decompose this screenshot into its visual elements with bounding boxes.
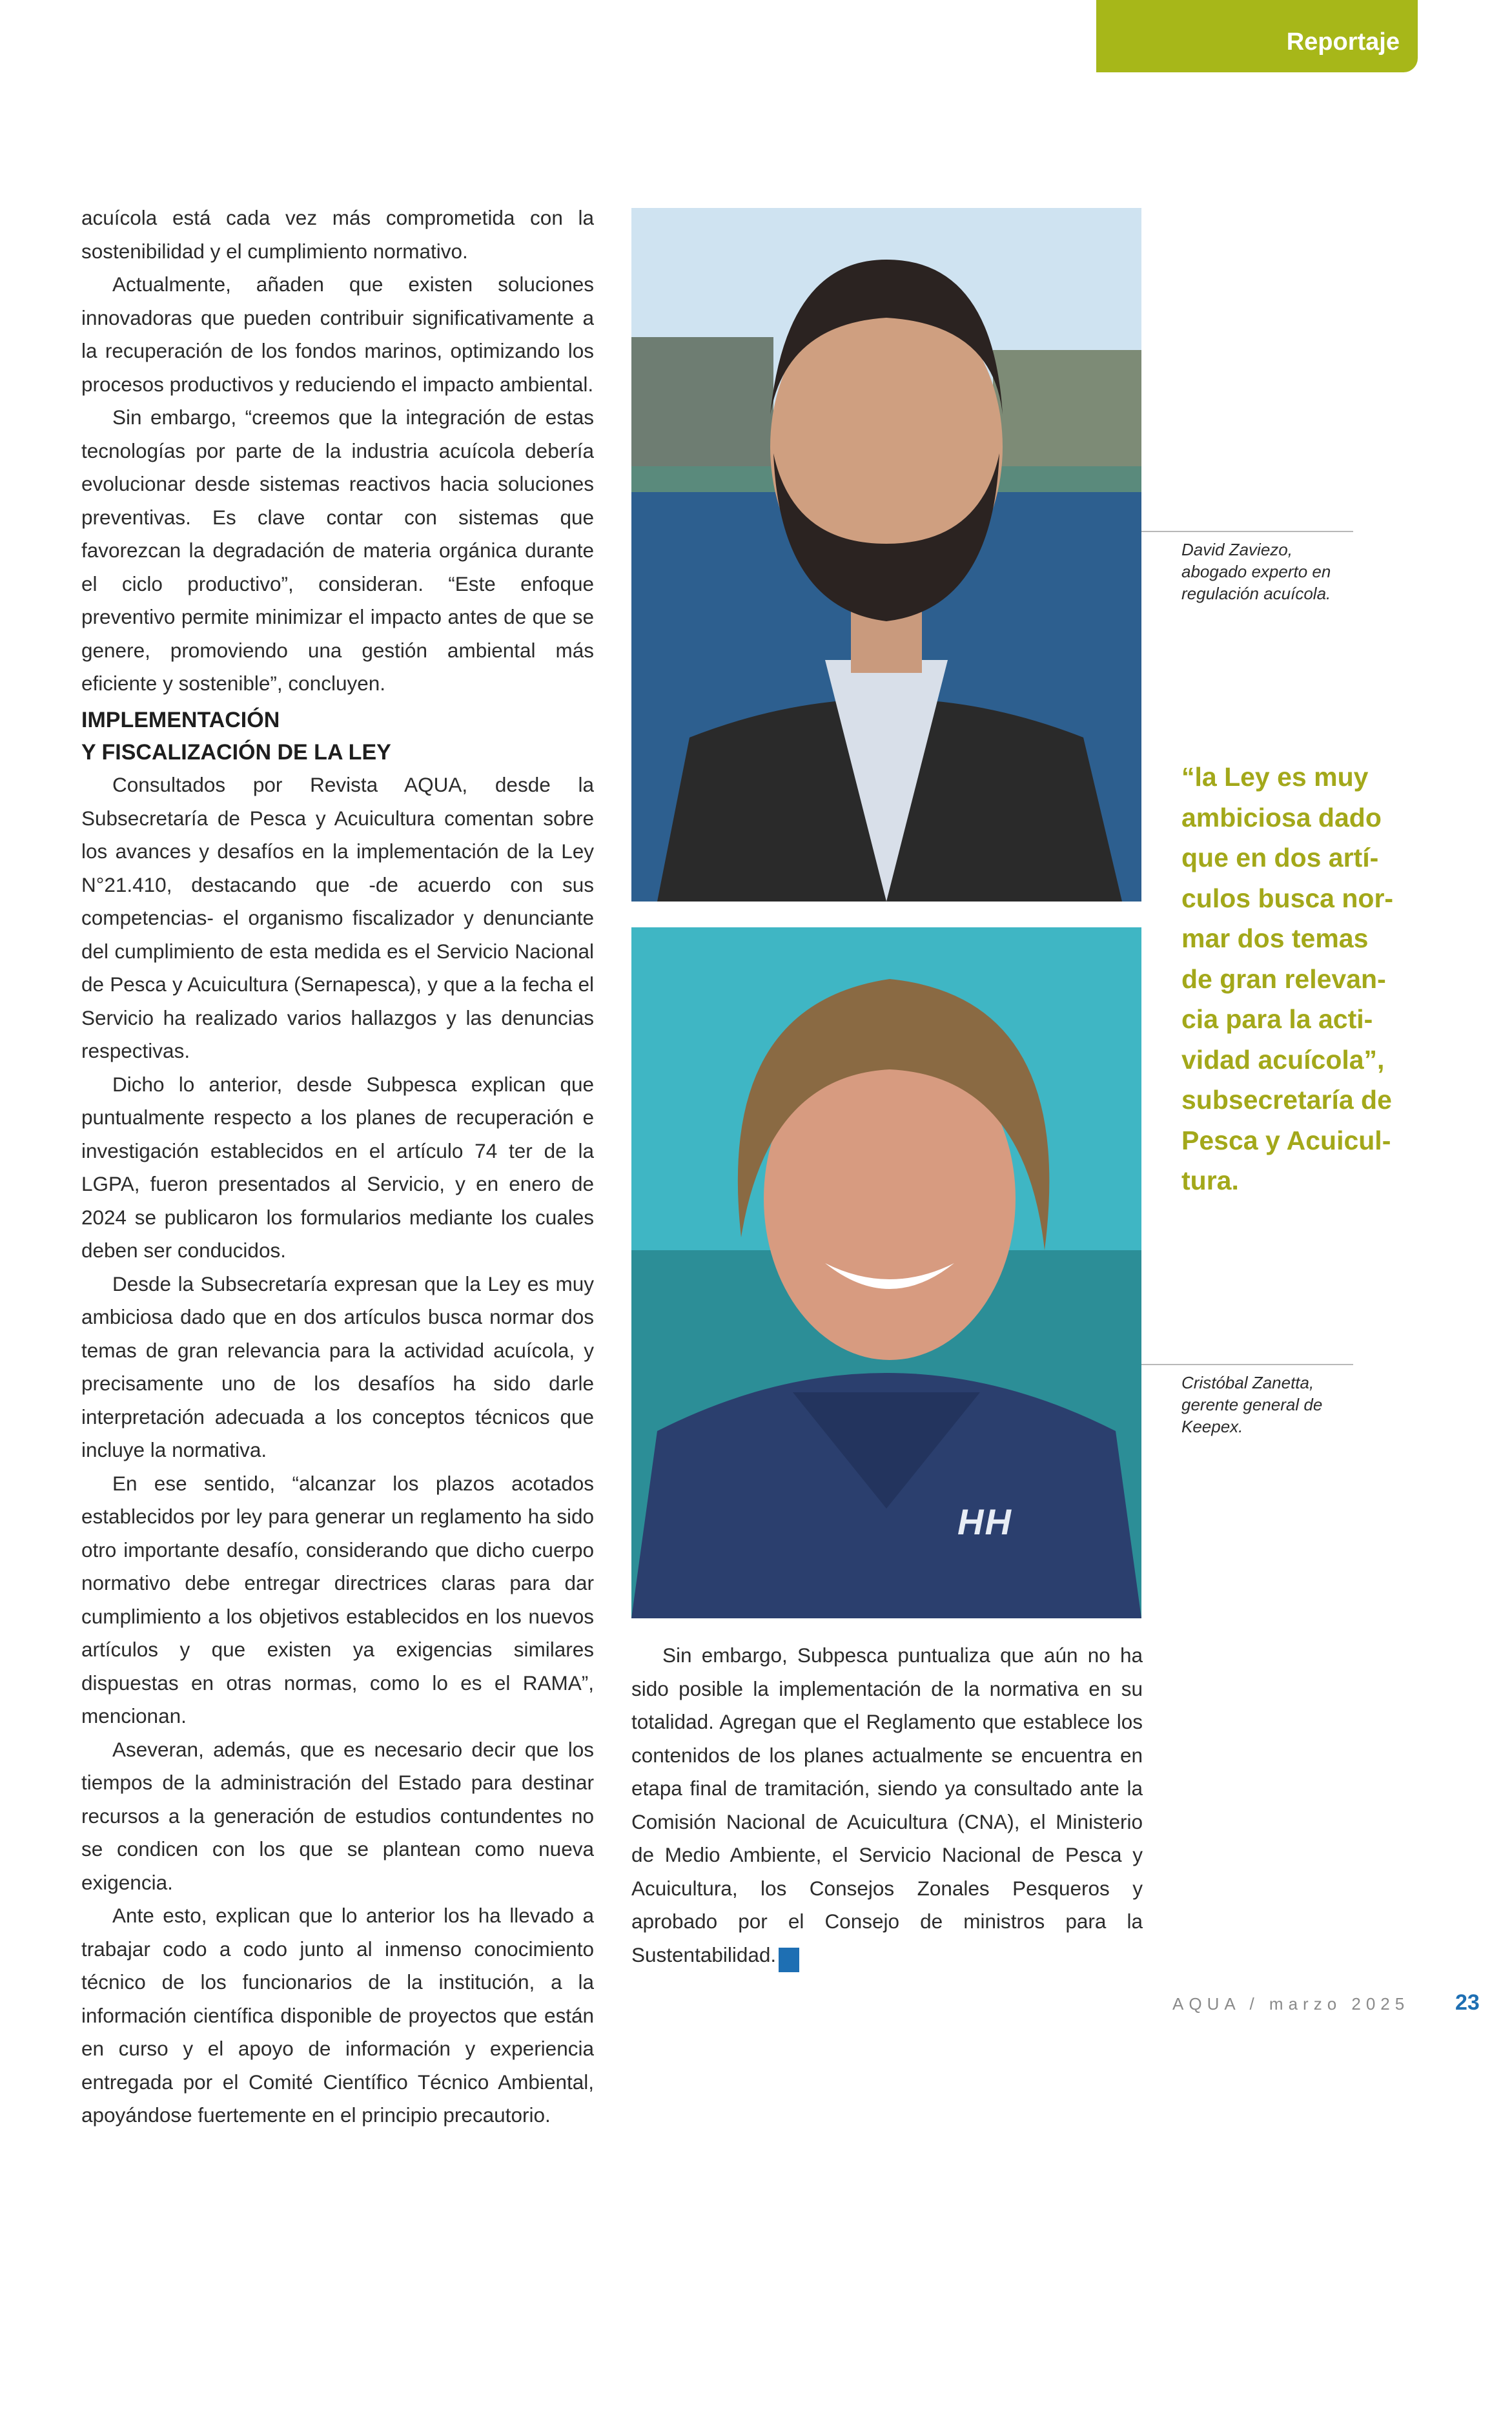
section-heading-line: Y FISCALIZACIÓN DE LA LEY <box>81 740 391 765</box>
paragraph: Actualmente, añaden que existen soluciones innovadoras que pueden contribuir significativamente a la recuperación de los fondos marinos, optimizando los procesos productivos y reduciendo el impacto ambiental. <box>81 273 594 396</box>
end-mark-icon: Q <box>779 1948 799 1972</box>
pull-quote <box>1181 757 1414 1201</box>
paragraph: En ese sentido, “alcanzar los plazos acotados establecidos por ley para generar un reglamento ha sido otro importante desafío, considerando que dicho cuerpo normativo debe entregar directrices claras para dar cumplimiento a los objetivos establecidos en los nuevos artículos y que existen ya exigencias similares dispuestas en otras normas, como lo es el RAMA”, mencionan. <box>81 1471 594 1727</box>
page-number: 23 <box>1455 1990 1480 2015</box>
pull-quote-line: Pesca y Acuicul- <box>1181 1125 1391 1155</box>
section-tab <box>1096 0 1418 72</box>
caption-line: David Zaviezo, <box>1181 540 1292 559</box>
caption-divider <box>1141 1364 1353 1365</box>
photo-caption <box>1181 539 1331 604</box>
paragraph: Desde la Subsecretaría expresan que la Ley es muy ambiciosa dado que en dos artículos busca normar dos temas de gran relevancia para la actividad acuícola, y precisamente uno de los desafíos ha sido darle interpretación adecuada a los conceptos técnicos que incluye la normativa. <box>81 1272 594 1461</box>
jacket-logo: HH <box>957 1501 1012 1542</box>
pull-quote-line: subsecretaría de <box>1181 1085 1392 1115</box>
photo-credit: Fotografía: Keepex. <box>1274 2307 1291 2432</box>
section-tab-label: Reportaje <box>1286 28 1400 56</box>
caption-divider <box>1141 531 1353 532</box>
paragraph: Ante esto, explican que lo anterior los ha llevado a trabajar codo a codo junto al inmenso conocimiento técnico de los funcionarios de la institución, a la información científica disponible de proyectos que están en curso y el apoyo de información y experiencia entregada por el Comité Científico Técnico Ambiental, apoyándose fuertemente en el principio precautorio. <box>81 1904 594 2127</box>
paragraph: Sin embargo, “creemos que la integración de estas tecnologías por parte de la industria acuícola debería evolucionar desde sistemas reactivos hacia soluciones preventivas. Es clave contar con sistemas que favorezcan la degradación de materia orgánica durante el ciclo productivo”, consideran. “Este enfoque preventivo permite minimizar el impacto antes de que se genere, promoviendo una gestión ambiental más eficiente y sostenible”, concluyen. <box>81 406 594 695</box>
pull-quote-line: de gran relevan- <box>1181 964 1386 994</box>
section-heading-line: IMPLEMENTACIÓN <box>81 708 280 732</box>
article-column-bottom <box>631 1639 1143 1972</box>
paragraph-text: Sin embargo, Subpesca puntualiza que aún no ha sido posible la implementación de la normativa en su totalidad. Agregan que el Reglamento que establece los contenidos de los planes actualmente se encuentra en etapa final de tramitación, siendo ya consultado ante la Comisión Nacional de Acuicultura (CNA), el Ministerio de Medio Ambiente, el Servicio Nacional de Pesca y Acuicultura, los Consejos Zonales Pesqueros y aprobado por el Consejo de ministros para la Sustentabilidad. <box>631 1644 1143 1966</box>
pull-quote-line: que en dos artí- <box>1181 843 1379 872</box>
article-section <box>81 704 594 2132</box>
portrait-illustration <box>631 208 1141 902</box>
section-heading <box>81 704 594 768</box>
caption-line: Keepex. <box>1181 1417 1243 1436</box>
pull-quote-line: tura. <box>1181 1166 1239 1195</box>
paragraph: Consultados por Revista AQUA, desde la Subsecretaría de Pesca y Acuicultura comentan sobre los avances y desafíos en la implementación de la Ley N°21.410, destacando que -de acuerdo con sus competencias- el organismo fiscalizador y denunciante del cumplimiento de esta medida es el Servicio Nacional de Pesca y Acuicultura (Sernapesca), y que a la fecha el Servicio ha realizado varios hallazgos y las denuncias respectivas. <box>81 773 594 1062</box>
article-column-top <box>81 201 594 701</box>
pull-quote-line: vidad acuícola”, <box>1181 1044 1385 1075</box>
pull-quote-line: culos busca nor- <box>1181 883 1394 913</box>
paragraph: Dicho lo anterior, desde Subpesca explican que puntualmente respecto a los planes de recuperación e investigación establecidos en el artículo 74 ter de la LGPA, fueron presentados al Servicio, y en enero de 2024 se publicaron los formularios mediante los cuales deben ser conducidos. <box>81 1072 594 1262</box>
paragraph: Aseveran, además, que es necesario decir que los tiempos de la administración del Estado para destinar recursos a la generación de estudios contundentes no se condicen con los que se plantean como nueva exigencia. <box>81 1737 594 1894</box>
pull-quote-line: ambiciosa dado <box>1181 802 1382 832</box>
photo-credit: Fotografía: David Zaviezo. <box>1274 649 1291 816</box>
pull-quote-line: cia para la acti- <box>1181 1004 1373 1034</box>
paragraph <box>631 1639 1143 1972</box>
pull-quote-line: mar dos temas <box>1181 923 1369 953</box>
paragraph: acuícola está cada vez más comprometida con la sostenibilidad y el cumplimiento normativo. <box>81 206 594 263</box>
caption-line: Cristóbal Zanetta, <box>1181 1373 1314 1392</box>
portrait-illustration <box>631 927 1141 1618</box>
caption-line: regulación acuícola. <box>1181 584 1331 603</box>
publication-footer: AQUA / marzo 2025 <box>1172 1994 1410 2014</box>
photo-caption <box>1181 1372 1322 1438</box>
caption-line: abogado experto en <box>1181 562 1331 581</box>
pull-quote-line: “la Ley es muy <box>1181 762 1369 792</box>
caption-line: gerente general de <box>1181 1395 1323 1414</box>
